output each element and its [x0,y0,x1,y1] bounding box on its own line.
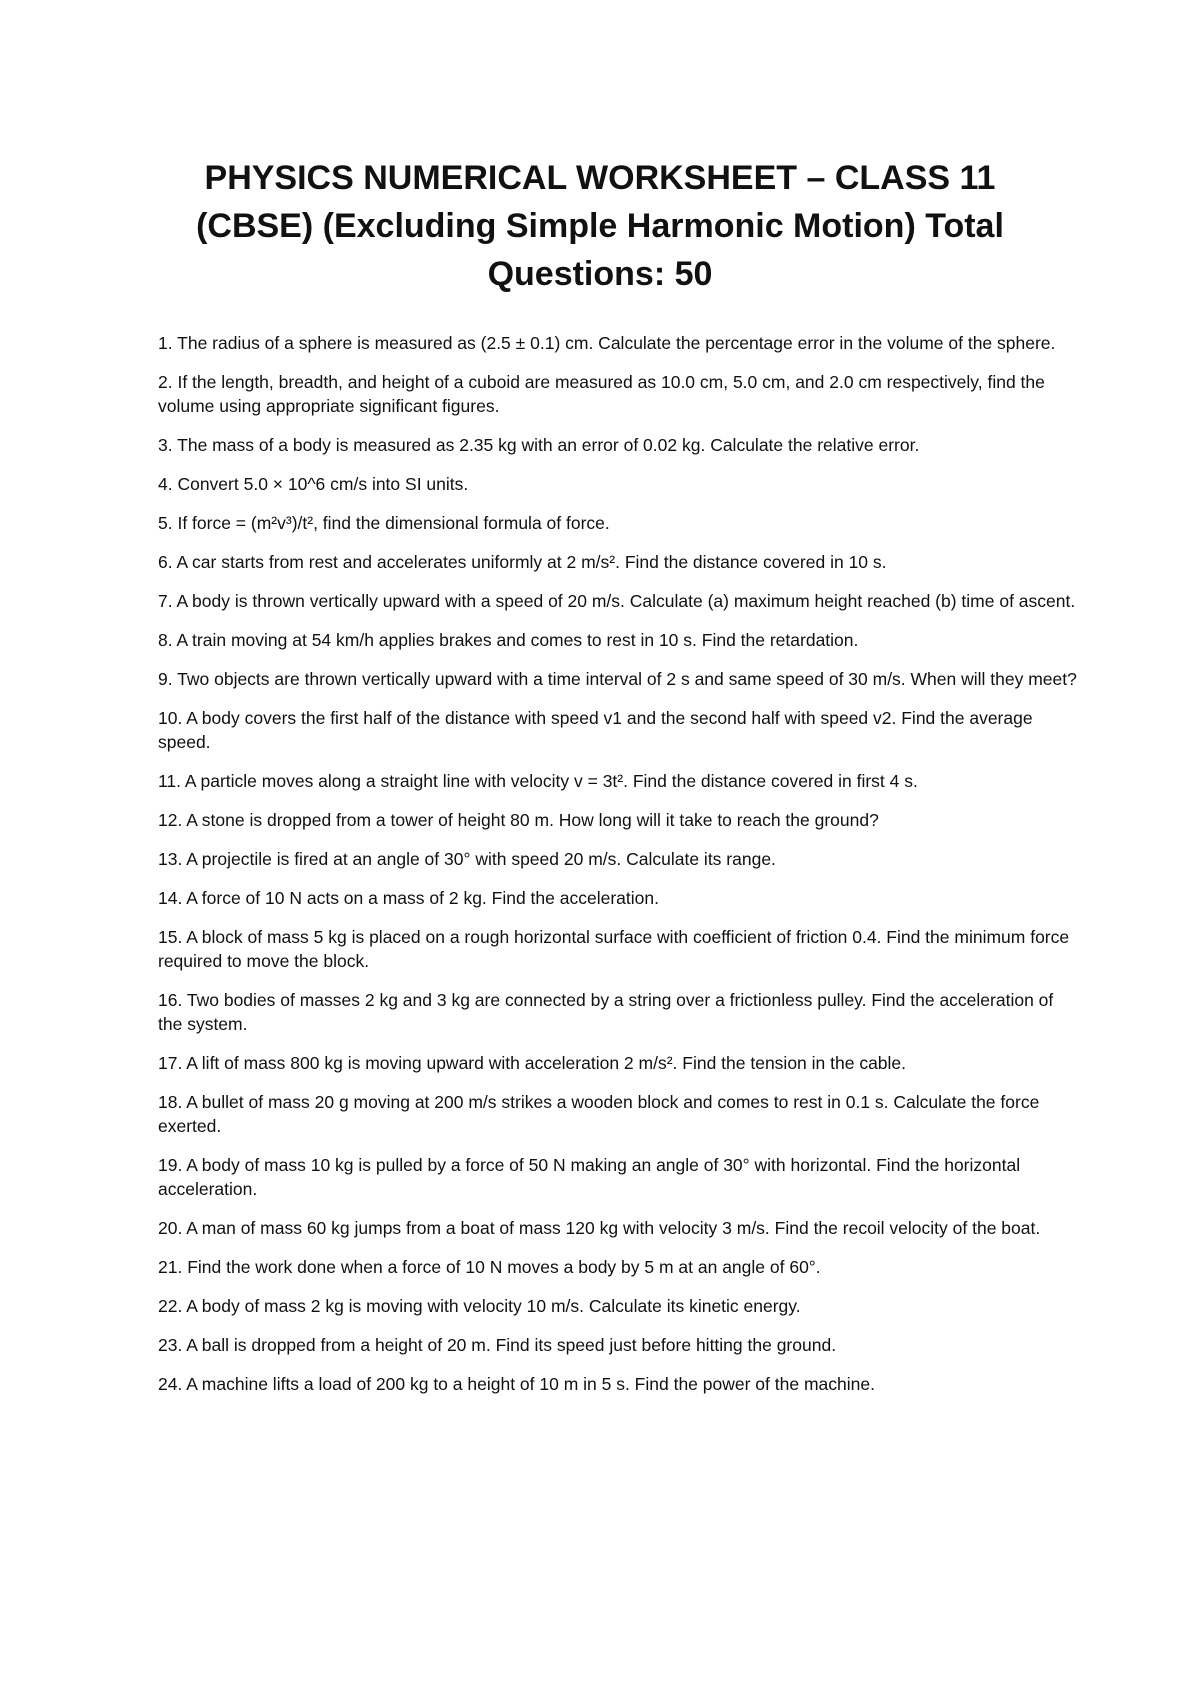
question-18: 18. A bullet of mass 20 g moving at 200 m/s strikes a wooden block and comes to rest in 0.1 s. Calculate the force exerted. [158,1092,1040,1136]
question-4: 4. Convert 5.0 × 10^6 cm/s into SI units. [158,474,469,494]
question-2: 2. If the length, breadth, and height of a cuboid are measured as 10.0 cm, 5.0 cm, and 2.0 cm respectively, find the volume using appropriate significant figures. [158,372,1045,416]
question-24: 24. A machine lifts a load of 200 kg to a height of 10 m in 5 s. Find the power of the machine. [158,1374,875,1394]
question-20: 20. A man of mass 60 kg jumps from a boat of mass 120 kg with velocity 3 m/s. Find the recoil velocity of the boat. [158,1218,1041,1238]
question-6: 6. A car starts from rest and accelerates uniformly at 2 m/s². Find the distance covered in 10 s. [158,552,887,572]
worksheet-title: PHYSICS NUMERICAL WORKSHEET – CLASS 11 (CBSE) (Excluding Simple Harmonic Motion) Total Questions: 50 [196,159,1004,293]
question-list [158,331,1078,1411]
question-13: 13. A projectile is fired at an angle of 30° with speed 20 m/s. Calculate its range. [158,849,776,869]
question-23: 23. A ball is dropped from a height of 20 m. Find its speed just before hitting the ground. [158,1335,837,1355]
question-15: 15. A block of mass 5 kg is placed on a rough horizontal surface with coefficient of friction 0.4. Find the minimum force required to move the block. [158,927,1070,971]
question-17: 17. A lift of mass 800 kg is moving upward with acceleration 2 m/s². Find the tension in the cable. [158,1053,907,1073]
question-8: 8. A train moving at 54 km/h applies brakes and comes to rest in 10 s. Find the retardation. [158,630,859,650]
question-5: 5. If force = (m²v³)/t², find the dimensional formula of force. [158,513,610,533]
question-1: 1. The radius of a sphere is measured as (2.5 ± 0.1) cm. Calculate the percentage error in the volume of the sphere. [158,333,1056,353]
question-3: 3. The mass of a body is measured as 2.35 kg with an error of 0.02 kg. Calculate the relative error. [158,435,920,455]
question-12: 12. A stone is dropped from a tower of height 80 m. How long will it take to reach the ground? [158,810,879,830]
question-10: 10. A body covers the first half of the distance with speed v1 and the second half with speed v2. Find the average speed. [158,708,1033,752]
question-9: 9. Two objects are thrown vertically upward with a time interval of 2 s and same speed of 30 m/s. When will they meet? [158,669,1077,689]
question-16: 16. Two bodies of masses 2 kg and 3 kg are connected by a string over a frictionless pulley. Find the acceleration of the system. [158,990,1054,1034]
question-21: 21. Find the work done when a force of 10 N moves a body by 5 m at an angle of 60°. [158,1257,821,1277]
question-22: 22. A body of mass 2 kg is moving with velocity 10 m/s. Calculate its kinetic energy. [158,1296,801,1316]
question-14: 14. A force of 10 N acts on a mass of 2 kg. Find the acceleration. [158,888,659,908]
question-19: 19. A body of mass 10 kg is pulled by a force of 50 N making an angle of 30° with horizontal. Find the horizontal acceleration. [158,1155,1021,1199]
question-11: 11. A particle moves along a straight line with velocity v = 3t². Find the distance covered in first 4 s. [158,771,918,791]
question-7: 7. A body is thrown vertically upward with a speed of 20 m/s. Calculate (a) maximum height reached (b) time of ascent. [158,591,1076,611]
